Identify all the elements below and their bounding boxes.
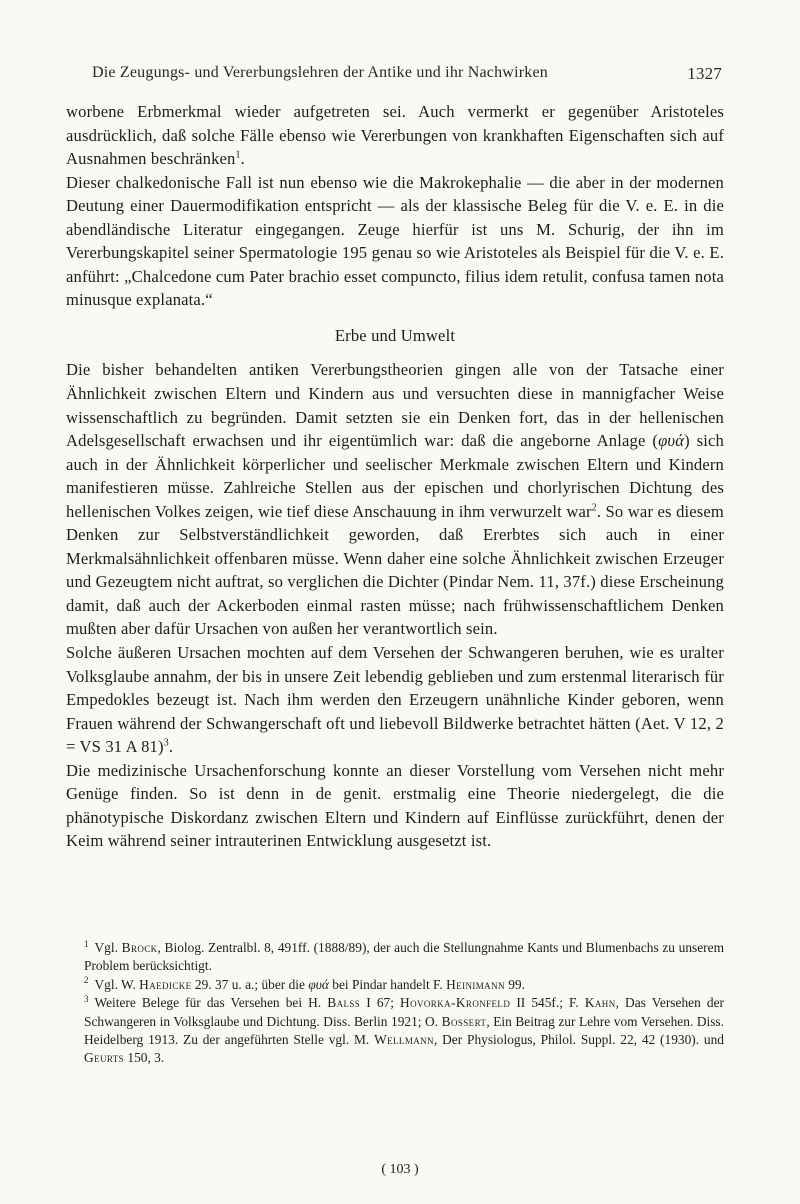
page-number: 1327	[687, 64, 722, 83]
running-title: Die Zeugungs- und Vererbungslehren der Antike und ihr Nachwirken	[92, 64, 548, 81]
footnotes	[66, 939, 724, 1068]
footnote-3: $^3$ Weitere Belege für das Versehen bei H. Balss I 67; Hovorka-Kronfeld II 545f.; F. Kahn, Das Versehen der Schwangeren in Volksglaube und Dichtung. Diss. Berlin 1921; O. Bossert, Ein Beitrag zur Lehre vom Versehen. Diss. Heidelberg 1913. Zu der angeführten Stelle vgl. M. Wellmann, Der Physiologus, Philol. Suppl. 22, 42 (1930). und Geurts 150, 3.	[84, 993, 724, 1066]
paragraph: Die bisher behandelten antiken Vererbungstheorien gingen alle von der Tatsache einer Ähnlichkeit zwischen Eltern und Kindern aus und versuchten diese in mannigfacher Weise wissenschaftlich zu begründen. Damit setzten sie ein Denken fort, das in der hellenischen Adelsgesellschaft erwachsen und ihr eigentümlich war: daß die angeborne Anlage (φυά) sich auch in der Ähnlichkeit körperlicher und seelischer Merkmale zwischen Eltern und Kindern manifestieren müsse. Zahlreiche Stellen aus der epischen und chorlyrischen Dichtung des hellenischen Volkes zeigen, wie tief diese Anschauung in ihm verwurzelt war$^2$. So war es diesem Denken zur Selbstverständlichkeit geworden, daß Ererbtes sich auch in einer Merkmalsähnlichkeit offenbaren müsse. Wenn daher eine solche Ähnlichkeit zwischen Erzeuger und Gezeugtem nicht auftrat, so verglichen die Dichter (Pindar Nem. 11, 37f.) diese Erscheinung damit, daß auch der Ackerboden einmal rasten müsse; nach frühwissenschaftlichem Denken mußten aber dafür Ursachen von außen her verantwortlich sein.	[66, 360, 724, 639]
footnote-ref[interactable]: 3	[163, 737, 169, 749]
running-head	[92, 64, 722, 82]
footnote-2: $^2$ Vgl. W. Haedicke 29. 37 u. a.; über die φυά bei Pindar handelt F. Heinimann 99.	[84, 975, 525, 992]
folio: ( 103 )	[381, 1162, 419, 1177]
paragraph: worbene Erbmerkmal wieder aufgetreten sei. Auch vermerkt er gegenüber Aristoteles ausdrücklich, daß solche Fälle ebenso wie Vererbungen von krankhaften Eigenschaften sich auf Ausnahmen beschränken$^1$.	[66, 102, 724, 169]
main-text	[66, 100, 724, 853]
footnote-ref[interactable]: 1	[235, 149, 241, 161]
paragraph: Dieser chalkedonische Fall ist nun ebenso wie die Makrokephalie — die aber in der modernen Deutung einer Dauermodifikation entspricht — als der klassische Beleg für die V. e. E. in die abendländische Literatur eingegangen. Zeuge hierfür ist uns M. Schurig, der ihn im Vererbungskapitel seiner Spermatologie 195 genau so wie Aristoteles als Beispiel für die V. e. E. anführt: „Chalcedone cum Pater brachio esset compuncto, filius idem retulit, confusa tamen nota minusque explanata.“	[66, 172, 724, 310]
paragraph: Die medizinische Ursachenforschung konnte an dieser Vorstellung vom Versehen nicht mehr Genüge finden. So ist denn in de genit. erstmalig eine Theorie niedergelegt, die die phänotypische Diskordanz zwischen Eltern und Kindern auf Einflüsse zurückführt, denen der Keim während seiner intrauterinen Entwicklung ausgesetzt ist.	[66, 760, 724, 851]
footnote-1: $^1$ Vgl. Brock, Biolog. Zentralbl. 8, 491ff. (1888/89), der auch die Stellungnahme Kants und Blumenbachs zu unserem Problem berücksichtigt.	[84, 938, 724, 974]
greek-term: φυά	[658, 431, 685, 451]
footnote-ref[interactable]: 2	[591, 502, 597, 514]
section-heading: Erbe und Umwelt	[334, 325, 456, 345]
paragraph: Solche äußeren Ursachen mochten auf dem Versehen der Schwangeren beruhen, wie es uralter Volksglaube annahm, der bis in unsere Zeit lebendig geblieben und zum erstenmal literarisch für Empedokles bezeugt ist. Nach ihm werden den Erzeugern unähnliche Kinder geboren, wenn Frauen während der Schwangerschaft oft und liebevoll Bildwerke betrachtet hätten (Aet. V 12, 2 = VS 31 A 81)$^3$.	[66, 643, 724, 757]
